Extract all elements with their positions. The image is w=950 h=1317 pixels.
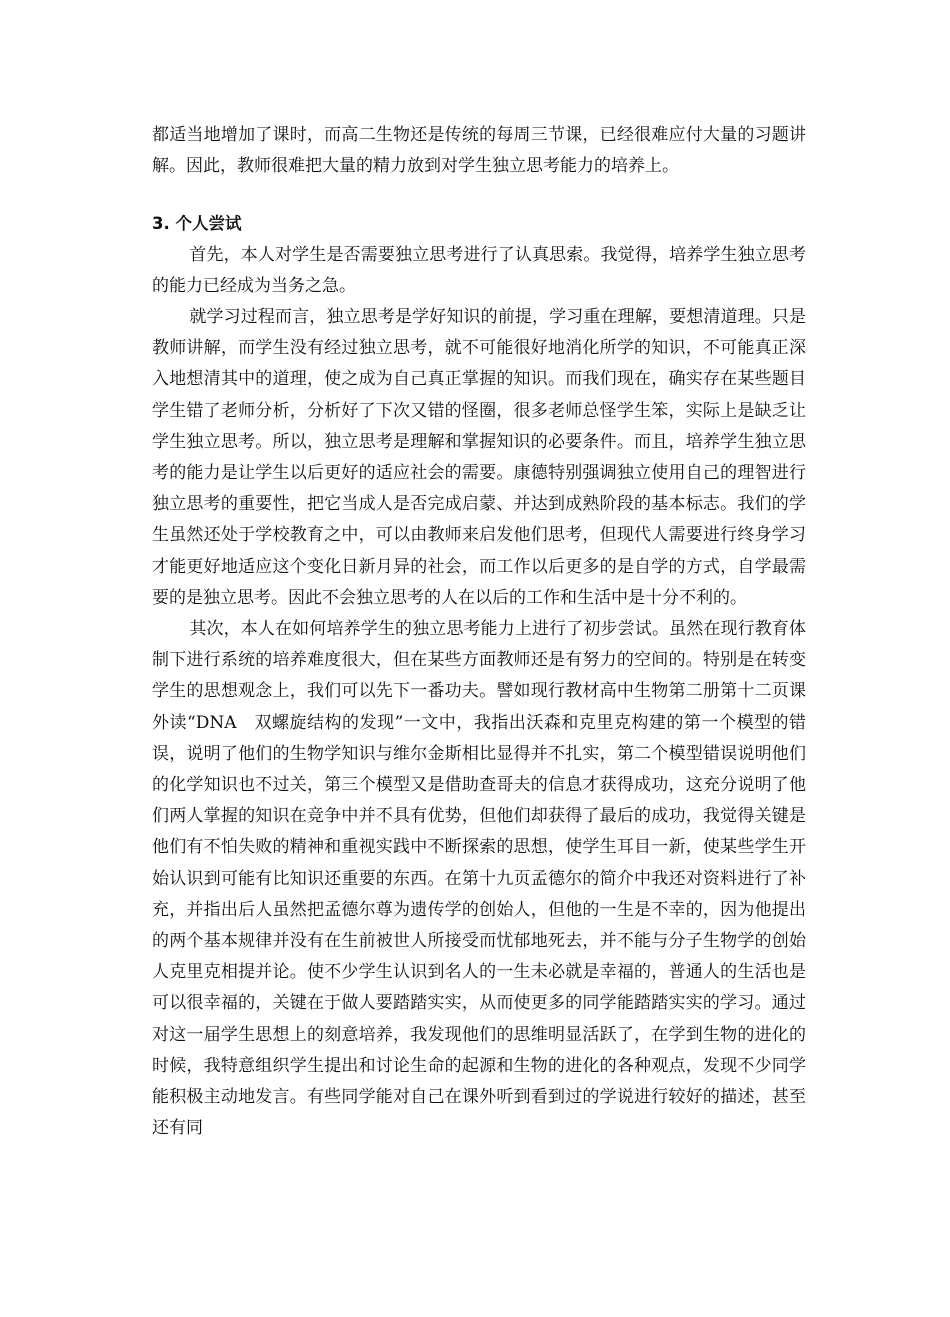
paragraph-learning-process: 就学习过程而言，独立思考是学好知识的前提，学习重在理解，要想清道理。只是教师讲解，而学生没有经过独立思考，就不可能很好地消化所学的知识，不可能真正深入地想清其中的道理，使之成为自己真正掌握的知识。而我们现在，确实存在某些题目学生错了老师分析，分析好了下次又错的怪圈，很多老师总怪学生笨，实际上是缺乏让学生独立思考。所以，独立思考是理解和掌握知识的必要条件。而且，培养学生独立思考的能力是让学生以后更好的适应社会的需要。康德特别强调独立使用自己的理智进行独立思考的重要性，把它当成人是否完成启蒙、并达到成熟阶段的基本标志。我们的学生虽然还处于学校教育之中，可以由教师来启发他们思考，但现代人需要进行终身学习才能更好地适应这个变化日新月异的社会，而工作以后更多的是自学的方式，自学最需要的是独立思考。因此不会独立思考的人在以后的工作和生活中是十分不利的。 (152, 307, 806, 608)
paragraph-second: 其次，本人在如何培养学生的独立思考能力上进行了初步尝试。虽然在现行教育体制下进行系统的培养难度很大，但在某些方面教师还是有努力的空间的。特别是在转变学生的思想观念上，我们可以先下一番功夫。譬如现行教材高中生物第二册第十二页课外读“DNA 双螺旋结构的发现”一文中，我指出沃森和克里克构建的第一个模型的错误，说明了他们的生物学知识与维尔金斯相比显得并不扎实，第二个模型错误说明他们的化学知识也不过关，第三个模型又是借助查哥夫的信息才获得成功，这充分说明了他们两人掌握的知识在竞争中并不具有优势，但他们却获得了最后的成功，我觉得关键是他们有不怕失败的精神和重视实践中不断探索的思想，使学生耳目一新，使某些学生开始认识到可能有比知识还重要的东西。在第十九页孟德尔的简介中我还对资料进行了补充，并指出后人虽然把孟德尔尊为遗传学的创始人，但他的一生是不幸的，因为他提出的两个基本规律并没有在生前被世人所接受而忧郁地死去，并不能与分子生物学的创始人克里克相提并论。使不少学生认识到名人的一生未必就是幸福的，普通人的生活也是可以很幸福的，关键在于做人要踏踏实实，从而使更多的同学能踏踏实实的学习。通过对这一届学生思想上的刻意培养，我发现他们的思维明显活跃了，在学到生物的进化的时候，我特意组织学生提出和讨论生命的起源和生物的进化的各种观点，发现不少同学能积极主动地发言。有些同学能对自己在课外听到看到过的学说进行较好的描述，甚至还有同 (152, 619, 806, 1139)
paragraph-first: 首先，本人对学生是否需要独立思考进行了认真思索。我觉得，培养学生独立思考的能力已经成为当务之急。 (152, 244, 806, 296)
document-body (152, 120, 806, 1145)
section-heading: 3. 个人尝试 (152, 214, 242, 234)
lead-paragraph: 都适当地增加了课时，而高二生物还是传统的每周三节课，已经很难应付大量的习题讲解。因此，教师很难把大量的精力放到对学生独立思考能力的培养上。 (152, 125, 806, 177)
